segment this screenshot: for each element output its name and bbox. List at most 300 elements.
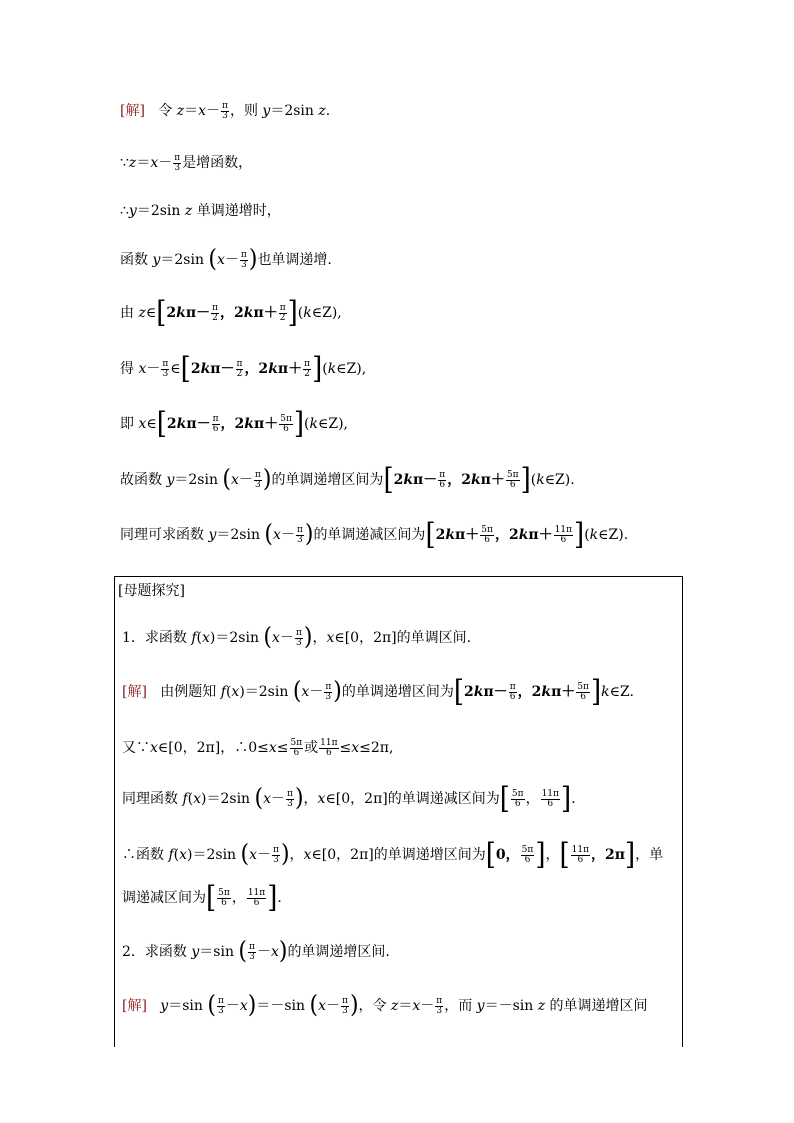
math-text: 3 (325, 691, 332, 702)
bracket: [ (485, 837, 496, 873)
math-text: ＝ (398, 998, 413, 1014)
math-text: 2 (393, 472, 404, 488)
math-text: x (412, 998, 421, 1014)
math-text: ＝－sin (484, 998, 538, 1014)
math-text: 5π (280, 413, 292, 424)
bracket: [ (206, 880, 217, 916)
math-text: π＋ (455, 527, 480, 543)
math-text: π (439, 469, 446, 480)
bracket: ) (303, 623, 313, 652)
bracket: ( (309, 991, 319, 1020)
math-text: 6 (212, 423, 219, 434)
math-text: ≤ (276, 740, 289, 756)
math-text: 3 (241, 259, 247, 270)
math-text: ∴ (120, 203, 129, 219)
math-text: 由 (120, 305, 139, 321)
math-text: k (268, 361, 278, 377)
fraction (217, 889, 231, 908)
math-text: ∵ (120, 155, 129, 171)
math-text: － (309, 684, 324, 700)
bracket: ( (207, 991, 216, 1020)
math-text: π (254, 469, 261, 480)
bracket: [ (156, 406, 167, 442)
math-text: 6 (560, 534, 567, 545)
math-text: π (212, 302, 218, 313)
math-text: 5π (511, 788, 524, 799)
fraction (212, 415, 220, 434)
var: x (198, 103, 207, 119)
math-text: k (244, 416, 254, 432)
math-text: 同理函数 (122, 791, 183, 807)
math-text: k (536, 472, 545, 488)
solution-2-line-1 (122, 993, 648, 1019)
math-text: 6 (283, 423, 289, 434)
math-text: z (184, 203, 193, 219)
math-text: π (304, 358, 311, 369)
fraction (506, 471, 520, 490)
math-text: － (225, 998, 240, 1014)
math-text: ， (231, 890, 246, 906)
math-text: 11π (571, 844, 589, 855)
fraction (435, 997, 443, 1016)
math-text: ( (304, 416, 310, 432)
fraction (279, 304, 287, 323)
math-text: ，2 (517, 684, 542, 700)
math-text: )＝2sin (239, 684, 293, 700)
bracket: [ (156, 295, 167, 331)
fraction (480, 526, 494, 545)
math-text: x (202, 630, 210, 646)
math-text: 或 (304, 740, 319, 756)
math-text: ＝2sin (136, 203, 185, 219)
math-text: ( (584, 527, 590, 543)
math-text: ，2 (494, 527, 519, 543)
math-text: 由例题知 (160, 684, 221, 700)
math-text: x (150, 155, 159, 171)
math-text: k (176, 416, 187, 432)
math-text: f (191, 630, 197, 646)
math-text: － (257, 847, 272, 863)
math-text: － (271, 791, 286, 807)
math-text: ＝－sin (256, 998, 310, 1014)
math-text: － (420, 998, 435, 1014)
bracket: ) (333, 677, 342, 706)
math-text: － (279, 630, 294, 646)
math-text: ∈Z. (609, 684, 634, 700)
math-text: π (174, 152, 181, 163)
math-text: 6 (293, 747, 300, 758)
math-text: π＋ (480, 472, 505, 488)
math-text: π－ (210, 361, 235, 377)
math-text: x (217, 252, 225, 268)
fraction (236, 360, 244, 379)
math-text: x (317, 791, 326, 807)
math-text: π＋ (253, 305, 278, 321)
math-text: 5π (481, 524, 493, 535)
math-text: ( (297, 305, 304, 321)
math-text: 的单调递增区间 (545, 998, 648, 1014)
math-text: 2 (212, 312, 218, 323)
math-text: 2 (279, 312, 286, 323)
math-text: k (473, 684, 484, 700)
math-text: [解] (122, 998, 147, 1014)
math-text: ( (225, 684, 232, 700)
math-text: ( (196, 630, 203, 646)
math-text: x (351, 740, 360, 756)
bracket: ) (294, 784, 304, 813)
math-text: x (193, 791, 202, 807)
math-text: ＝2sin (174, 472, 223, 488)
math-text: ＝sin (199, 944, 239, 960)
solution-label: [解] (120, 103, 145, 119)
solution-1-line-4 (122, 837, 664, 873)
bracket: [ (499, 781, 510, 817)
math-text: ≤ (339, 740, 352, 756)
math-text: 6 (547, 798, 554, 809)
bracket: ( (292, 677, 302, 706)
fraction (511, 790, 525, 809)
text: ＝2sin (270, 103, 319, 119)
math-text: － (256, 944, 271, 960)
math-text: 5π (218, 887, 230, 898)
fraction (240, 251, 248, 270)
fraction (576, 683, 590, 702)
math-text: )＝2sin (209, 630, 264, 646)
solution-line-8 (120, 462, 575, 498)
fraction (221, 102, 229, 121)
math-text: x (272, 630, 280, 646)
math-text: 11π (247, 887, 266, 898)
math-text: ∈Z), (336, 361, 367, 377)
math-text: ( (187, 791, 194, 807)
math-text: 3 (436, 1005, 443, 1016)
bracket: ] (590, 674, 602, 710)
math-text: k (601, 684, 610, 700)
math-text: 1．求函数 (122, 630, 192, 646)
math-text: . (571, 791, 576, 807)
math-text: 3 (342, 1005, 348, 1016)
math-text: x (263, 791, 272, 807)
math-text: π＋ (253, 416, 279, 432)
math-text: π (287, 788, 293, 799)
math-text: 3 (249, 951, 255, 962)
math-text: 2 (166, 416, 177, 432)
math-text: ，而 (444, 998, 477, 1014)
box-title (118, 578, 185, 604)
text: 令 (158, 103, 177, 119)
math-text: 2．求函数 (122, 944, 192, 960)
math-text: y (166, 472, 175, 488)
bracket: [ (559, 837, 570, 873)
math-text: ∈[0，2π]，∴0≤ (157, 740, 269, 756)
math-text: f (182, 791, 188, 807)
fraction (217, 997, 225, 1016)
math-text: ， (289, 847, 304, 863)
math-text: π (236, 358, 243, 369)
bracket: ) (247, 991, 257, 1020)
math-text: ∈ (170, 361, 181, 377)
math-text: 2 (304, 368, 310, 379)
math-text: 6 (509, 691, 516, 702)
math-text: 11π (320, 737, 338, 748)
math-text: k (518, 527, 529, 543)
math-text: 的单调递减区间为 (313, 527, 426, 543)
math-text: 2 (236, 368, 243, 379)
math-text: z (390, 998, 399, 1014)
bracket: ] (520, 462, 531, 498)
math-text: ， (312, 630, 327, 646)
bracket: [ (453, 674, 464, 710)
math-text: 单调递增时， (192, 203, 281, 219)
math-text: y (476, 998, 485, 1014)
math-text: π－ (483, 684, 508, 700)
fraction (173, 154, 181, 173)
math-text: x (150, 740, 158, 756)
math-text: 0， (495, 847, 520, 863)
math-text: ∈ (145, 305, 157, 321)
math-text: 3 (162, 368, 169, 379)
math-text: x (231, 684, 240, 700)
math-text: 5π (577, 681, 589, 692)
math-text: π (295, 627, 302, 638)
solution-line-1 (120, 98, 330, 124)
math-text: π－ (186, 416, 211, 432)
math-text: 6 (484, 534, 490, 545)
math-text: y (191, 944, 200, 960)
math-text: 3 (297, 534, 303, 545)
fraction (341, 997, 349, 1016)
math-text: 也单调递增. (257, 252, 332, 268)
math-text: k (176, 305, 186, 321)
math-text: 的单调递增区间为 (271, 472, 384, 488)
math-text: x (273, 527, 281, 543)
math-text: y (152, 252, 161, 268)
math-text: 6 (580, 691, 586, 702)
fraction (296, 526, 304, 545)
bracket: ] (535, 837, 546, 873)
solution-1-line-1 (122, 674, 634, 710)
math-text: π－ (413, 472, 438, 488)
math-text: － (158, 155, 173, 171)
math-text: x (249, 847, 258, 863)
math-text: x (231, 472, 239, 488)
math-text: f (168, 847, 174, 863)
math-text: 调递减区间为 (122, 890, 206, 906)
math-text: π (212, 413, 219, 424)
bracket: ( (240, 840, 250, 869)
var: z (318, 103, 326, 119)
bracket: ] (574, 517, 585, 553)
math-text: z (128, 155, 137, 171)
math-text: x (239, 998, 248, 1014)
math-text: － (146, 361, 161, 377)
math-text: 即 (120, 416, 139, 432)
bracket: ] (293, 406, 305, 442)
math-text: ， (525, 791, 540, 807)
math-text: 函数 (120, 252, 153, 268)
bracket: ( (222, 465, 232, 494)
bracket: ) (262, 465, 272, 494)
fraction (554, 526, 573, 545)
bracket: ) (349, 991, 359, 1020)
math-text: 5π (290, 737, 303, 748)
math-text: 又∵ (122, 740, 150, 756)
fraction (286, 790, 294, 809)
bracket: ) (248, 245, 258, 274)
math-text: － (280, 527, 295, 543)
math-text: 3 (218, 1005, 224, 1016)
var: z (176, 103, 185, 119)
math-text: ，单 (635, 847, 664, 863)
fraction (279, 415, 293, 434)
math-text: ，2 (220, 416, 245, 432)
bracket: ] (625, 837, 636, 873)
math-text: . (277, 890, 282, 906)
math-text: ∈[0，2π]的单调区间. (334, 630, 472, 646)
math-text: k (470, 472, 481, 488)
math-text: ∈Z). (544, 472, 575, 488)
math-text: π＋ (277, 361, 303, 377)
math-text: x (268, 740, 277, 756)
math-text: ∈Z), (311, 305, 342, 321)
math-text: k (541, 684, 552, 700)
math-text: [解] (122, 684, 147, 700)
math-text: [母题探究] (118, 583, 185, 599)
math-text: ，令 (358, 998, 391, 1014)
math-text: ≤2π, (359, 740, 394, 756)
math-text: 同理可求函数 (120, 527, 209, 543)
question-1 (122, 625, 471, 651)
text: ＝ (184, 103, 199, 119)
fraction (272, 846, 280, 865)
math-text: ＝2sin (160, 252, 209, 268)
math-text: ( (322, 361, 328, 377)
bracket: ( (254, 784, 264, 813)
question-2 (122, 939, 390, 965)
solution-line-6 (120, 351, 367, 387)
math-text: 2 (190, 361, 201, 377)
fraction (295, 629, 303, 648)
math-text: 11π (554, 524, 573, 535)
math-text: π (279, 302, 286, 313)
math-text: x (318, 998, 327, 1014)
math-text: 6 (524, 854, 531, 865)
math-text: 3 (296, 637, 302, 648)
bracket: ] (312, 351, 323, 387)
math-text: x (138, 416, 147, 432)
math-text: π (325, 681, 332, 692)
solution-line-9 (120, 517, 629, 553)
fraction (248, 943, 256, 962)
math-text: k (309, 416, 318, 432)
fraction (247, 889, 266, 908)
math-text: π (342, 995, 348, 1006)
math-text: k (403, 472, 414, 488)
math-text: y (128, 203, 137, 219)
math-text: 6 (221, 897, 227, 908)
fraction (324, 683, 332, 702)
bracket: ( (208, 245, 218, 274)
solution-line-3 (120, 198, 281, 224)
var: y (262, 103, 271, 119)
math-text: ∈[0，2π]的单调递减区间为 (325, 791, 500, 807)
math-text: k (327, 361, 337, 377)
math-text: 6 (514, 798, 521, 809)
math-text: 3 (174, 162, 181, 173)
math-text: 2 (166, 305, 177, 321)
bracket: ) (280, 840, 290, 869)
solution-line-2 (120, 150, 252, 176)
text: ，则 (229, 103, 263, 119)
math-text: － (326, 998, 341, 1014)
math-text: － (238, 472, 253, 488)
math-text: ∈Z), (317, 416, 348, 432)
math-text: )＝2sin (187, 847, 241, 863)
math-text: 3 (222, 110, 228, 121)
math-text: π＋ (528, 527, 553, 543)
math-text: 的单调递增区间. (287, 944, 390, 960)
bracket: ] (287, 295, 298, 331)
solution-1-line-5 (122, 880, 282, 916)
math-text: k (243, 305, 254, 321)
bracket: ] (560, 781, 572, 817)
math-text: 6 (509, 479, 516, 490)
fraction (303, 360, 311, 379)
math-text: π (240, 249, 247, 260)
math-text: π (162, 358, 169, 369)
math-text: 3 (273, 854, 279, 865)
fraction (254, 471, 262, 490)
math-text: 6 (325, 747, 332, 758)
math-text: ，2 (220, 305, 244, 321)
text: . (325, 103, 331, 119)
math-text: π (509, 681, 516, 692)
solution-line-7 (120, 406, 348, 442)
bracket: [ (180, 351, 191, 387)
bracket: ( (263, 623, 273, 652)
math-text: 5π (506, 469, 519, 480)
math-text: )＝2sin (201, 791, 255, 807)
bracket: ] (267, 880, 278, 916)
math-text: 11π (541, 788, 559, 799)
math-text: k (445, 527, 456, 543)
math-text: 3 (255, 479, 261, 490)
math-text: π (273, 844, 279, 855)
math-text: π＋ (551, 684, 576, 700)
math-text: k (200, 361, 211, 377)
math-text: ，2 (447, 472, 471, 488)
math-text: y (208, 527, 217, 543)
math-text: x (138, 361, 147, 377)
math-text: π (436, 995, 443, 1006)
math-text: 5π (521, 844, 534, 855)
math-text: ＝sin (168, 998, 208, 1014)
solution-line-4 (120, 247, 332, 273)
fraction (509, 683, 517, 702)
math-text: ( (530, 472, 537, 488)
math-text: 6 (577, 854, 584, 865)
math-text: ∈Z). (598, 527, 629, 543)
math-text: 6 (253, 897, 260, 908)
math-text: 故函数 (120, 472, 167, 488)
math-text: f (220, 684, 226, 700)
bracket: ) (278, 937, 288, 966)
math-text: x (326, 630, 335, 646)
math-text: 得 (120, 361, 139, 377)
bracket: ( (264, 520, 274, 549)
math-text: π (217, 995, 224, 1006)
math-text: 的单调递增区间为 (341, 684, 454, 700)
